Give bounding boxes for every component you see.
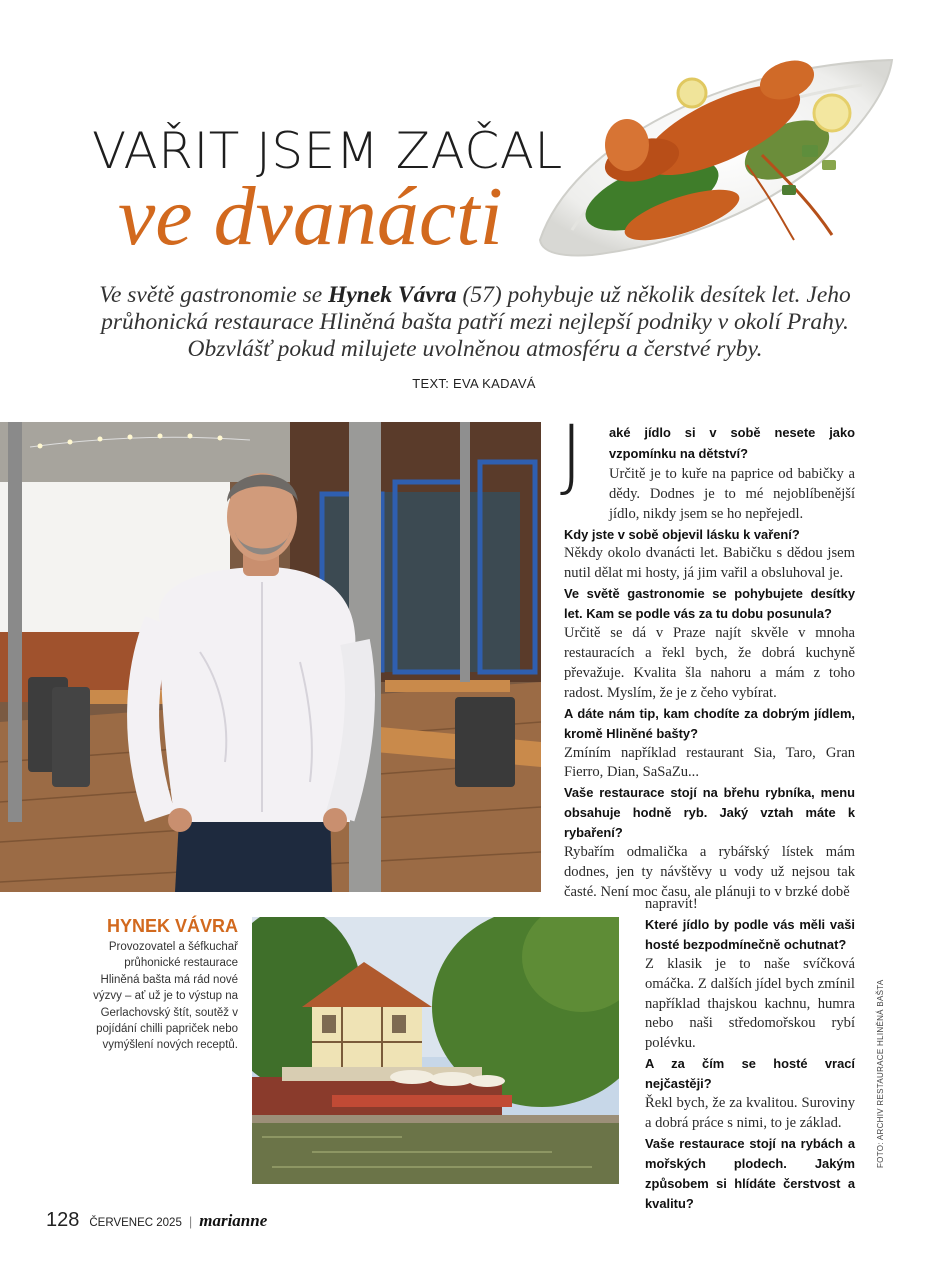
answer-continued: napravit! (645, 896, 698, 912)
question: aké jídlo si v sobě nesete jako vzpomínku na dětství? (609, 425, 855, 461)
lead-paragraph (70, 282, 880, 363)
question: A dáte nám tip, kam chodíte za dobrým jídlem, kromě Hliněné bašty? (564, 705, 855, 741)
issue-date: ČERVENEC 2025 (89, 1217, 182, 1229)
byline: TEXT: EVA KADAVÁ (412, 376, 536, 391)
lobster-dish-photo (532, 35, 902, 265)
question: A za čím se hosté vrací nejčastěji? (645, 1056, 855, 1092)
question: Ve světě gastronomie se pohybujete desítky let. Kam se podle vás za tu dobu posunula? (564, 586, 855, 622)
lead-name: Hynek Vávra (328, 282, 457, 308)
drop-cap: J (560, 410, 584, 500)
caption-name: HYNEK VÁVRA (106, 916, 238, 936)
headline-line-1: VAŘIT JSEM ZAČAL (92, 122, 563, 180)
caption-text: Provozovatel a šéfkuchař průhonické restaurace Hliněná bašta má rád nové výzvy – ať už je to výstup na Gerlachovský štít, soutěž v pojídání chilli papriček nebo vymýšlení nových receptů. (93, 941, 238, 1052)
question: Vaše restaurace stojí na břehu rybníka, menu obsahuje hodně ryb. Jaký vztah máte k rybaření? (564, 785, 855, 841)
answer: Zmíním například restaurant Sia, Taro, Gran Fierro, Dian, SaSaZu... (564, 744, 855, 781)
answer: Určitě se dá v Praze najít skvěle v mnoha restauracích a řekl bych, že dobrá kuchyně převažuje. Kvalita šla nahoru a mám z toho radost. Myslím, že je z čeho vybírat. (564, 625, 855, 701)
chef-portrait-photo (0, 422, 541, 892)
magazine-name: marianne (199, 1211, 268, 1230)
answer: Někdy okolo dvanácti let. Babičku s dědou jsem nutil dělat mi hosty, já jim vařil a obsluhoval je. (564, 545, 855, 582)
answer: Rybařím odmalička a rybářský lístek mám dodnes, jen ty návštěvy u vody už nejsou tak časté. Není moc času, ale plánuji to v brzké době (564, 844, 855, 900)
lead-text-2: (57) pohybuje už několik desítek let. Jeho průhonická restaurace Hliněná bašta patří mezi nejlepší podniky v okolí Prahy. Obzvlášť pokud milujete uvolněnou atmosféru a čerstvé ryby. (101, 282, 851, 362)
article-column-2 (645, 895, 855, 1214)
answer: Určitě je to kuře na paprice od babičky a dědy. Dodnes je to mé nejoblíbenější jídlo, nikdy jsem se ho nepřejedl. (609, 465, 855, 522)
article-column-1 (564, 423, 855, 903)
restaurant-building-photo (252, 917, 619, 1184)
page-footer (46, 1209, 267, 1232)
question: Vaše restaurace stojí na rybách a mořských plodech. Jakým způsobem si hlídáte čerstvost a kvalitu? (645, 1135, 855, 1211)
page-number: 128 (46, 1209, 80, 1231)
answer: Z klasik je to naše svíčková omáčka. Z dalších jídel bych zmínil například thajskou kachnu, humra nebo naši středomořskou rybí polévku. (645, 955, 855, 1052)
photo-credit: FOTO: ARCHIV RESTAURACE HLINĚNÁ BAŠTA (876, 979, 885, 1168)
question: Které jídlo by podle vás měli vaši hosté bezpodmínečně ochutnat? (645, 916, 855, 952)
question: Kdy jste v sobě objevil lásku k vaření? (564, 526, 800, 542)
footer-separator: | (188, 1214, 193, 1229)
headline-line-2: ve dvanácti (118, 170, 503, 263)
lead-text-1: Ve světě gastronomie se (99, 282, 329, 308)
answer: Řekl bych, že za kvalitou. Suroviny a dobrá práce s nimi, to je základ. (645, 1095, 855, 1131)
